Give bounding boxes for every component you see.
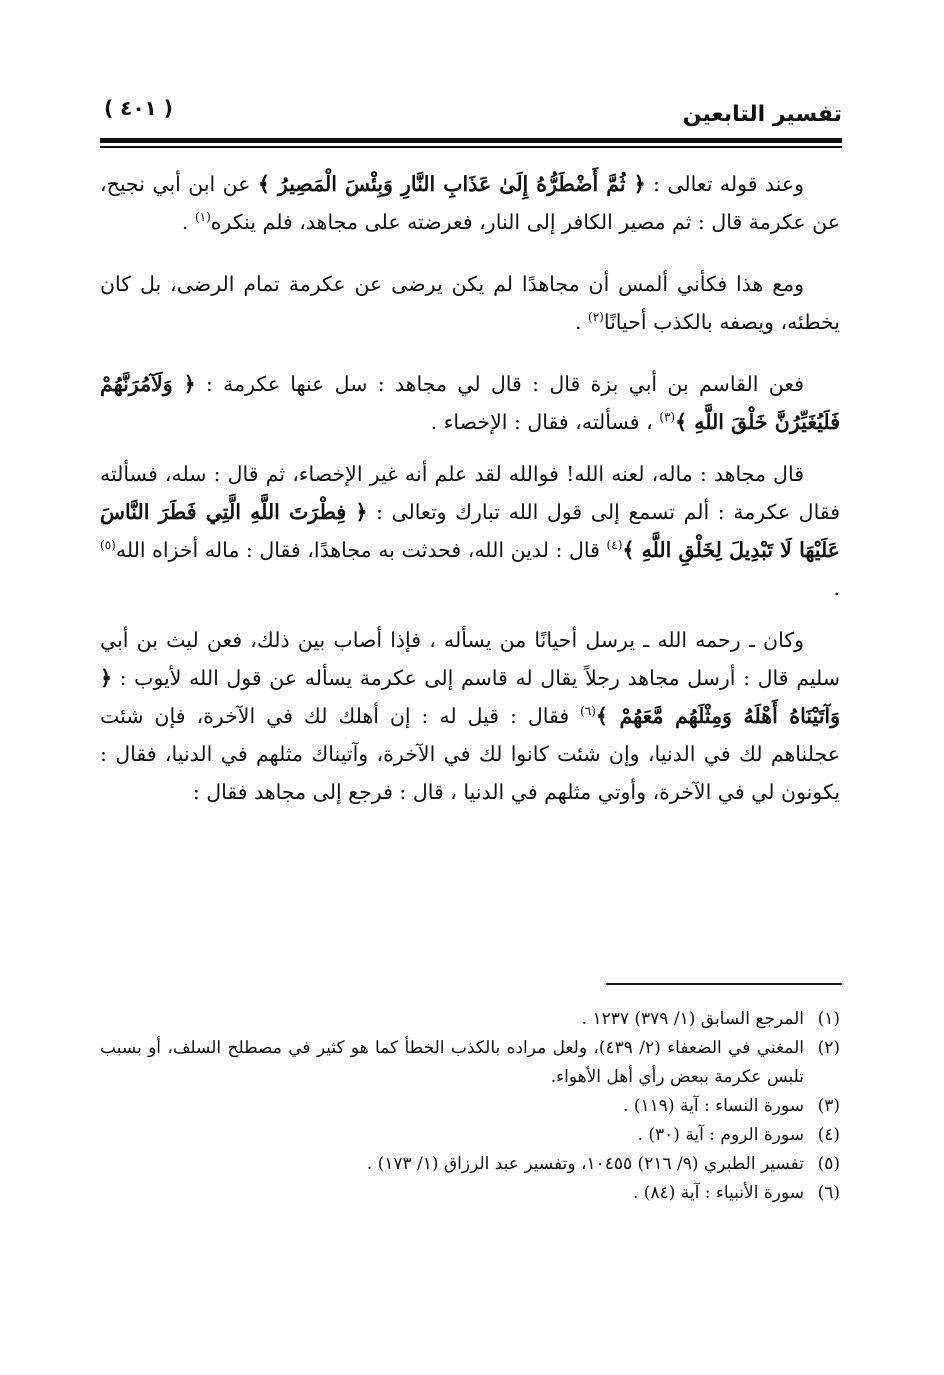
main-text [100,165,840,835]
footnote-ref: (٥) [100,538,116,553]
footnote-ref: (١) [194,210,211,225]
footnote-number: (٤) [817,1125,840,1145]
footnote-ref: (٤) [606,538,623,553]
text-run: فقال : قيل له : إن أهلك لك في الآخرة، فإن شئت عجلناهم لك في الدنيا، وإن شئت كانوا لك في الآخرة، وآتيناك مثلهم في الدنيا، فقال : يكونون لي في الآخرة، وأوتي مثلهم في الدنيا ، قال : فرجع إلى مجاهد فقال : [100,704,840,804]
footnote [100,1121,840,1150]
footnotes [100,1005,840,1208]
paragraph [100,621,840,811]
text-run: وعند قوله تعالى : [645,172,804,196]
footnote-text: سورة الروم : آية (٣٠) . [637,1125,804,1145]
page-header [98,94,842,136]
text-run: ومع هذا فكأني ألمس أن مجاهدًا لم يكن يرضى عن عكرمة تمام الرضى، بل كان يخطئه، ويصفه بالكذب أحيانًا [100,272,840,334]
header-rule-thick [100,138,842,143]
quran-verse: ﴿ وَلَآمُرَنَّهُمْ فَلَيُغَيِّرُنَّ خَلْقَ اللَّهِ ﴾ [100,372,840,434]
text-run: وكان ـ رحمه الله ـ يرسل أحيانًا من يسأله ، فإذا أصاب بين ذلك، فعن ليث بن أبي سليم قال : أرسل مجاهد رجلاً يقال له قاسم إلى عكرمة يسأله عن قول الله لأيوب : [100,628,840,690]
text-run: عن ابن أبي نجيح، عن عكرمة قال : ثم مصير الكافر إلى النار، فعرضته على مجاهد، فلم ينكره [100,172,840,234]
footnote-number: (٦) [817,1183,840,1203]
footnote [100,1005,840,1034]
footnote-text: المرجع السابق (١/ ٣٧٩) ١٢٣٧ . [581,1009,804,1029]
footnote-ref: (٣) [659,410,676,425]
footnote-number: (١) [817,1009,840,1029]
footnote-number: (٣) [817,1096,840,1116]
quran-verse: ﴿ ثُمَّ أَضْطَرُّهُ إِلَىٰ عَذَابِ النَّارِ وَبِئْسَ الْمَصِيرُ ﴾ [257,172,646,196]
footnote-separator [606,983,842,985]
footnote-text: سورة النساء : آية (١١٩) . [623,1096,804,1116]
text-run: . [181,210,195,234]
text-run: قال مجاهد : ماله، لعنه الله! فوالله لقد علم أنه غير الإخصاء، ثم قال : سله، فسألته فقال عكرمة : ألم تسمع إلى قول الله تبارك وتعالى : [100,462,840,524]
quran-verse: ﴿ فِطْرَتَ اللَّهِ الَّتِي فَطَرَ النَّاسَ عَلَيْهَا لَا تَبْدِيلَ لِخَلْقِ اللَّهِ ﴾ [100,500,840,562]
running-title: تفسير التابعين [682,102,842,127]
text-run: ، فسألته، فقال : الإخصاء . [430,410,660,434]
footnote-text: المغني في الضعفاء (٢/ ٤٣٩)، ولعل مراده بالكذب الخطأ كما هو كثير في مصطلح السلف، أو بسبب تلبس عكرمة ببعض رأي أهل الأهواء. [100,1038,804,1087]
footnote-number: (٢) [817,1038,840,1058]
paragraph [100,455,840,607]
page-number: ( ٤٠١ ) [104,96,173,120]
text-run: فعن القاسم بن أبي بزة قال : قال لي مجاهد : سل عنها عكرمة : [195,372,804,396]
footnote [100,1150,840,1179]
paragraph [100,365,840,441]
footnote-text: سورة الأنبياء : آية (٨٤) . [633,1183,804,1203]
footnote [100,1034,840,1092]
footnote-ref: (٦) [580,704,596,719]
paragraph [100,265,840,341]
quran-verse: ﴿ وَآتَيْنَاهُ أَهْلَهُ وَمِثْلَهُم مَّعَهُمْ ﴾ [100,666,840,728]
text-run: . [574,310,588,334]
footnote-text: تفسير الطبري (٩/ ٢١٦) ١٠٤٥٥، وتفسير عبد الرزاق (١/ ١٧٣) . [366,1154,804,1174]
footnote-ref: (٢) [588,310,604,325]
paragraph [100,165,840,241]
text-run: قال : لدين الله، فحدثت به مجاهدًا، فقال : ماله أخزاه الله [115,538,607,562]
text-run: . [833,576,840,600]
footnote-number: (٥) [817,1154,840,1174]
footnote [100,1179,840,1208]
header-rule-thin [100,146,842,148]
footnote [100,1092,840,1121]
